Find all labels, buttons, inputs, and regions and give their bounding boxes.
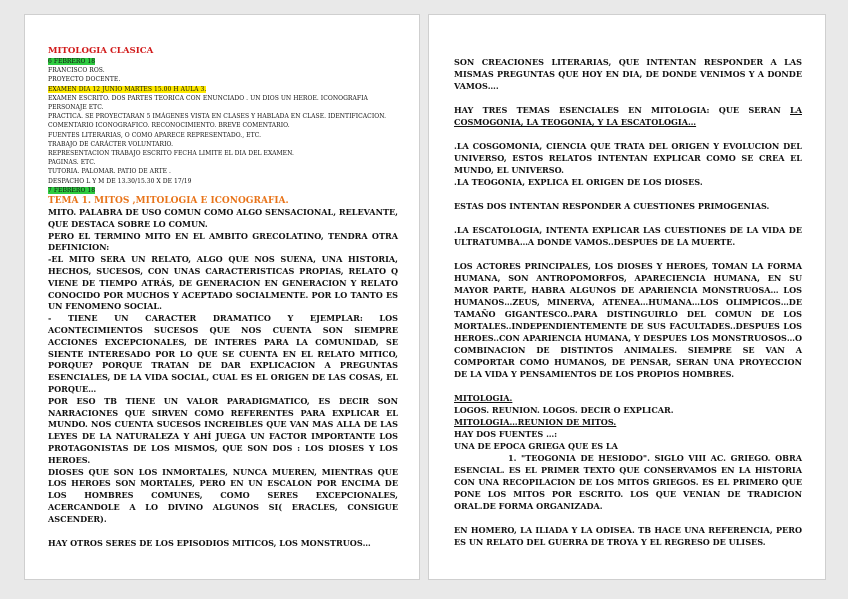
paragraph: DIOSES QUE SON LOS INMORTALES, NUNCA MUEREN, MIENTRAS QUE LOS HEROES SON MORTALES, PERO EN UN ESCALON POR ENCIMA DE LOS HOMBRES COMUNES, COMO SERES EXCEPCIONALES, ACERCANDOLE A LO DIVINO ALGUNOS SI( ERACLES, CONSIGUE ASCENDER). xyxy=(48,466,398,524)
teogonia-item-text: 1. "TEOGONIA DE HESIODO". SIGLO VIII AC. GRIEGO. OBRA ESENCIAL. ES EL PRIMER TEXTO QUE CONSERVAMOS EN LA HISTORIA CON UNA RECOPILACION DE LOS MITOS GRIEGOS. ES EL PRIMERO QUE PONE LOS MITOS POR ESCRITO. LOS QUE VENIAN DE TRADICION ORAL.DE FORMA ORGANIZADA. xyxy=(454,453,802,511)
paragraph: PERO EL TERMINO MITO EN EL AMBITO GRECOLATINO, TENDRA OTRA DEFINICION: xyxy=(48,230,398,253)
paragraph: LOGOS. REUNION. LOGOS. DECIR O EXPLICAR. xyxy=(454,405,674,415)
note-line: FRANCISCO ROS. xyxy=(48,67,105,75)
paragraph: MITO. PALABRA DE USO COMUN COMO ALGO SENSACIONAL, RELEVANTE, QUE DESTACA SOBRE LO COMUN. xyxy=(48,207,398,229)
paragraph: HAY DOS FUENTES …: xyxy=(454,429,558,439)
note-line: EXAMEN ESCRITO. DOS PARTES TEORICA CON ENUNCIADO . UN DIOS UN HEROE. ICONOGRAFIA PERSONAJE ETC. xyxy=(48,94,368,112)
date-highlight-1: 6 FEBRERO 18 xyxy=(48,58,96,65)
paragraph: - TIENE UN CARACTER DRAMATICO Y EJEMPLAR: LOS ACONTECIMIENTOS SUCESOS QUE NOS CUENTA SON SIEMPRE ACCIONES EXCEPCIONALES, DE INTERES PARA LA COMUNIDAD, SE SIENTE INTERESADO POR LO QUE SE CUENTA EN EL RELATO MITICO, PORQUE? PORQUE TRATAN DE DAR EXPLICACION A PREGUNTAS ESENCIALES, DE LA VIDA SOCIAL, CUAL ES EL ORIGEN DE LAS COSAS, EL PORQUE… xyxy=(48,313,398,394)
mitologia-heading: MITOLOGIA. xyxy=(454,393,513,403)
paragraph: SON CREACIONES LITERARIAS, QUE INTENTAN RESPONDER A LAS MISMAS PREGUNTAS QUE HOY EN DIA, DE DONDE VENIMOS Y A DONDE VAMOS…. xyxy=(454,57,802,91)
note-line: TRABAJO DE CARÁCTER VOLUNTARIO. xyxy=(48,140,174,148)
paragraph: LOS ACTORES PRINCIPALES, LOS DIOSES Y HEROES, TOMAN LA FORMA HUMANA, SON ANTROPOMORFOS, APARECIENCIA HUMANA, EN SU MAYOR PARTE, HABRA ALGUNOS DE APARIENCIA MONSTRUOSA… LOS HUMANOS…ZEUS, MINERVA, ATENEA…HUMANA…LOS OLIMPICOS…DE TAMAÑO GIGANTESCO..PARA DISTINGUIRLO DEL COMUN DE LOS MORTALES..INDEPENDIENTEMENTE DE SUS FACULTADES..DESPUES LOS HEROES..CON APARIENCIA HUMANA, Y DESPUES LOS MONSTRUOSOS…O COMBINACION DE DISTINTOS ANIMALES. SIEMPRE SE VAN A COMPORTAR COMO HUMANOS, DE PENSAR, SERAN UNA PROYECCION DE LA VIDA Y PENSAMIENTOS DE LOS PROPIOS HOMBRES. xyxy=(454,261,802,379)
section-title: TEMA 1. MITOS ,MITOLOGIA E ICONOGRAFIA. xyxy=(48,196,289,207)
document-title: MITOLOGIA CLASICA xyxy=(48,46,154,56)
paragraph: EN HOMERO, LA ILIADA Y LA ODISEA. TB HACE UNA REFERENCIA, PERO ES UN RELATO DEL GUERRA DE TROYA Y EL REGRESO DE ULISES. xyxy=(454,525,802,547)
note-line: PRACTICA. SE PROYECTARAN 5 IMÁGENES VISTA EN CLASES Y HABLADA EN CLASE. IDENTIFICACION. COMENTARIO ICONOGRAFICO. RECONOCIMIENTO. BREVE COMENTARIO. xyxy=(48,113,387,130)
date-highlight-2: 7 FEBRERO 18 xyxy=(48,186,96,194)
paragraph: .LA COSGOMONIA, CIENCIA QUE TRATA DEL ORIGEN Y EVOLUCION DEL UNIVERSO, ESTOS RELATOS INTENTAN EXPLICAR COMO SE CREA EL MUNDO, EL UNIVERSO. xyxy=(454,141,802,175)
note-line: PROYECTO DOCENTE. xyxy=(48,76,121,84)
paragraph: ESTAS DOS INTENTAN RESPONDER A CUESTIONES PRIMOGENIAS. xyxy=(454,201,770,211)
three-themes-lead: HAY TRES TEMAS ESENCIALES EN MITOLOGIA: QUE SERAN xyxy=(454,105,791,115)
paragraph: -EL MITO SERA UN RELATO, ALGO QUE NOS SUENA, UNA HISTORIA, HECHOS, SUCESOS, CON UNAS CARACTERISTICAS PROPIAS, RELATO Q VIENE DE TIEMPO ATRÁS, DE GENERACION EN GENERACION Y RELATO CONOCIDO POR MUCHOS Y ACEPTADO SOCIALMENTE. POR LO TANTO ES UN FENOMENO SOCIAL. xyxy=(48,254,398,312)
paragraph xyxy=(454,104,802,128)
paragraph: HAY OTROS SERES DE LOS EPISODIOS MITICOS, LOS MONSTRUOS… xyxy=(48,537,371,548)
note-line: DESPACHO L Y M DE 13.30/15.30 X DE 17/19 xyxy=(48,177,192,185)
exam-date-highlight: EXAMEN DIA 12 JUNIO MARTES 15.00 H AULA 3. xyxy=(48,85,207,93)
right-page-content xyxy=(454,56,802,548)
paragraph: .LA TEOGONIA, EXPLICA EL ORIGEN DE LOS DIOSES. xyxy=(454,177,703,187)
mitologia-reunion: MITOLOGIA…REUNION DE MITOS. xyxy=(454,417,617,427)
paragraph: UNA DE EPOCA GRIEGA QUE ES LA xyxy=(454,441,618,451)
note-line: PAGINAS. ETC. xyxy=(48,159,96,167)
note-line: FUENTES LITERARIAS, O COMO APARECE REPRESENTADO., ETC. xyxy=(48,131,262,139)
paragraph: .LA ESCATOLOGIA, INTENTA EXPLICAR LAS CUESTIONES DE LA VIDA DE ULTRATUMBA…A DONDE VAMOS..DESPUES DE LA MUERTE. xyxy=(454,225,802,247)
left-page-content xyxy=(48,46,398,549)
left-page xyxy=(24,14,420,580)
three-themes-underlined: LA COSMOGONIA, LA TEOGONIA, Y LA ESCATOLOGIA… xyxy=(454,105,802,127)
right-page xyxy=(428,14,826,580)
note-line: TUTORIA. PALOMAR. PATIO DE ARTE . xyxy=(48,168,171,176)
numbered-item xyxy=(454,452,802,512)
note-line: REPRESENTACION TRABAJO ESCRITO FECHA LIMITE EL DIA DEL EXAMEN. xyxy=(48,150,294,158)
paragraph: POR ESO TB TIENE UN VALOR PARADIGMATICO, ES DECIR SON NARRACIONES QUE SIRVEN COMO REFERENTES PARA EXPLICAR EL MUNDO. NOS CUENTA SUCESOS INCREIBLES QUE VAN MAS ALLA DE LAS LEYES DE LA NATURALEZA Y AHÍ JUEGA UN FACTOR IMPORTANTE LOS PROTAGONISTAS DE LOS MISMOS, QUE SON DOS : LOS DIOSES Y LOS HEROES. xyxy=(48,395,398,465)
